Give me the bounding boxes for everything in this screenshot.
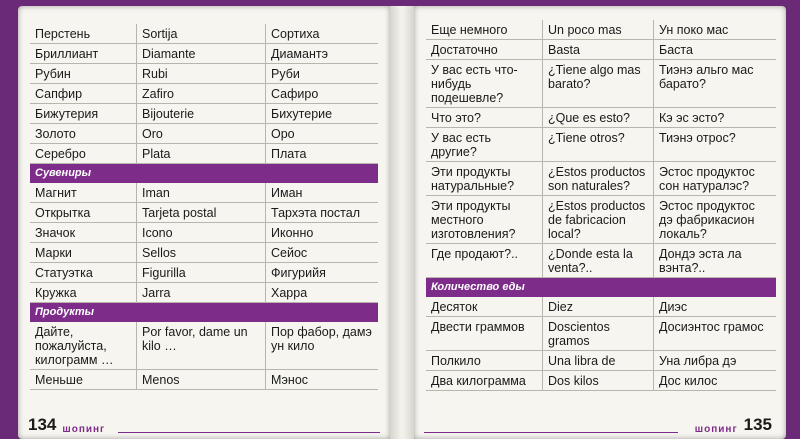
spanish-phrase: Figurilla xyxy=(137,263,266,283)
pronunciation: Эстос продуктос сон натуралэс? xyxy=(654,162,777,196)
spanish-phrase: Rubi xyxy=(137,64,266,84)
russian-phrase: Перстень xyxy=(30,24,137,44)
table-row xyxy=(30,144,378,164)
russian-phrase: Значок xyxy=(30,223,137,243)
pronunciation: Дондэ эста ла вэнта?.. xyxy=(654,244,777,278)
section-title: Продукты xyxy=(30,303,378,322)
table-row xyxy=(30,263,378,283)
pronunciation: Фигурийя xyxy=(266,263,379,283)
russian-phrase: Два килограмма xyxy=(426,371,543,391)
section-title: Сувениры xyxy=(30,164,378,183)
russian-phrase: Золото xyxy=(30,124,137,144)
table-row xyxy=(426,371,776,391)
table-row xyxy=(426,297,776,317)
page-number: 135 xyxy=(743,415,772,434)
spanish-phrase: ¿Tiene otros? xyxy=(543,128,654,162)
phrase-table-right xyxy=(426,20,776,391)
right-page xyxy=(414,6,786,439)
table-row xyxy=(30,124,378,144)
table-row xyxy=(30,322,378,370)
spanish-phrase: ¿Donde esta la venta?.. xyxy=(543,244,654,278)
page-number: 134 xyxy=(28,415,57,434)
table-row xyxy=(30,64,378,84)
pronunciation: Сафиро xyxy=(266,84,379,104)
russian-phrase: Сапфир xyxy=(30,84,137,104)
table-row xyxy=(30,243,378,263)
russian-phrase: Эти продукты местного изготовления? xyxy=(426,196,543,244)
pronunciation: Харра xyxy=(266,283,379,303)
table-row xyxy=(426,20,776,40)
spanish-phrase: Sortija xyxy=(137,24,266,44)
table-row xyxy=(30,24,378,44)
footer-rule xyxy=(424,432,678,433)
spanish-phrase: Icono xyxy=(137,223,266,243)
russian-phrase: Достаточно xyxy=(426,40,543,60)
phrase-table-left xyxy=(30,24,378,390)
table-row xyxy=(426,108,776,128)
russian-phrase: Открытка xyxy=(30,203,137,223)
spanish-phrase: Tarjeta postal xyxy=(137,203,266,223)
pronunciation: Тархэта постал xyxy=(266,203,379,223)
book-spine xyxy=(390,6,414,439)
spanish-phrase: Un poco mas xyxy=(543,20,654,40)
russian-phrase: У вас есть другие? xyxy=(426,128,543,162)
spanish-phrase: Bijouterie xyxy=(137,104,266,124)
russian-phrase: Марки xyxy=(30,243,137,263)
section-header xyxy=(426,278,776,297)
russian-phrase: Дайте, пожалуйста, килограмм … xyxy=(30,322,137,370)
pronunciation: Мэнос xyxy=(266,370,379,390)
table-row xyxy=(426,196,776,244)
russian-phrase: Меньше xyxy=(30,370,137,390)
spanish-phrase: Menos xyxy=(137,370,266,390)
spanish-phrase: ¿Que es esto? xyxy=(543,108,654,128)
spanish-phrase: Iman xyxy=(137,183,266,203)
russian-phrase: Двести граммов xyxy=(426,317,543,351)
spanish-phrase: Diamante xyxy=(137,44,266,64)
pronunciation: Руби xyxy=(266,64,379,84)
russian-phrase: Серебро xyxy=(30,144,137,164)
pronunciation: Уна либра дэ xyxy=(654,351,777,371)
section-header xyxy=(30,303,378,322)
spanish-phrase: ¿Estos productos de fabricacion local? xyxy=(543,196,654,244)
spanish-phrase: Dos kilos xyxy=(543,371,654,391)
table-row xyxy=(30,84,378,104)
pronunciation: Оро xyxy=(266,124,379,144)
table-row xyxy=(426,40,776,60)
spanish-phrase: Sellos xyxy=(137,243,266,263)
russian-phrase: Кружка xyxy=(30,283,137,303)
russian-phrase: Бриллиант xyxy=(30,44,137,64)
spanish-phrase: ¿Estos productos son naturales? xyxy=(543,162,654,196)
pronunciation: Бихутерие xyxy=(266,104,379,124)
spanish-phrase: Jarra xyxy=(137,283,266,303)
section-header xyxy=(30,164,378,183)
pronunciation: Ун поко мас xyxy=(654,20,777,40)
table-row xyxy=(30,223,378,243)
spanish-phrase: Diez xyxy=(543,297,654,317)
russian-phrase: Полкило xyxy=(426,351,543,371)
page-footer-left xyxy=(28,415,105,435)
pronunciation: Дос килос xyxy=(654,371,777,391)
pronunciation: Кэ эс эсто? xyxy=(654,108,777,128)
spanish-phrase: Plata xyxy=(137,144,266,164)
pronunciation: Плата xyxy=(266,144,379,164)
table-row xyxy=(426,317,776,351)
pronunciation: Эстос продуктос дэ фабрикасион локаль? xyxy=(654,196,777,244)
spanish-phrase: Oro xyxy=(137,124,266,144)
spanish-phrase: Por favor, dame un kilo … xyxy=(137,322,266,370)
russian-phrase: Еще немного xyxy=(426,20,543,40)
russian-phrase: У вас есть что-нибудь подешевле? xyxy=(426,60,543,108)
table-row xyxy=(30,283,378,303)
russian-phrase: Где продают?.. xyxy=(426,244,543,278)
russian-phrase: Эти продукты натуральные? xyxy=(426,162,543,196)
page-footer-right xyxy=(695,415,772,435)
pronunciation: Диамантэ xyxy=(266,44,379,64)
footer-label: шопинг xyxy=(62,424,106,435)
russian-phrase: Что это? xyxy=(426,108,543,128)
pronunciation: Диэс xyxy=(654,297,777,317)
table-row xyxy=(426,128,776,162)
pronunciation: Тиэнэ отрос? xyxy=(654,128,777,162)
table-row xyxy=(426,244,776,278)
russian-phrase: Бижутерия xyxy=(30,104,137,124)
spanish-phrase: Zafiro xyxy=(137,84,266,104)
russian-phrase: Магнит xyxy=(30,183,137,203)
table-row xyxy=(30,370,378,390)
footer-rule xyxy=(118,432,380,433)
pronunciation: Тиэнэ альго мас барато? xyxy=(654,60,777,108)
spanish-phrase: Basta xyxy=(543,40,654,60)
table-row xyxy=(426,60,776,108)
pronunciation: Сейос xyxy=(266,243,379,263)
pronunciation: Сортиха xyxy=(266,24,379,44)
table-row xyxy=(30,104,378,124)
pronunciation: Досиэнтос грамос xyxy=(654,317,777,351)
table-row xyxy=(30,183,378,203)
russian-phrase: Рубин xyxy=(30,64,137,84)
table-row xyxy=(30,44,378,64)
spanish-phrase: Doscientos gramos xyxy=(543,317,654,351)
left-page xyxy=(18,6,390,439)
table-row xyxy=(30,203,378,223)
table-row xyxy=(426,162,776,196)
russian-phrase: Десяток xyxy=(426,297,543,317)
pronunciation: Баста xyxy=(654,40,777,60)
spanish-phrase: Una libra de xyxy=(543,351,654,371)
pronunciation: Пор фабор, дамэ ун кило xyxy=(266,322,379,370)
footer-label: шопинг xyxy=(694,424,738,435)
table-row xyxy=(426,351,776,371)
pronunciation: Иман xyxy=(266,183,379,203)
section-title: Количество еды xyxy=(426,278,776,297)
pronunciation: Иконно xyxy=(266,223,379,243)
spanish-phrase: ¿Tiene algo mas barato? xyxy=(543,60,654,108)
russian-phrase: Статуэтка xyxy=(30,263,137,283)
